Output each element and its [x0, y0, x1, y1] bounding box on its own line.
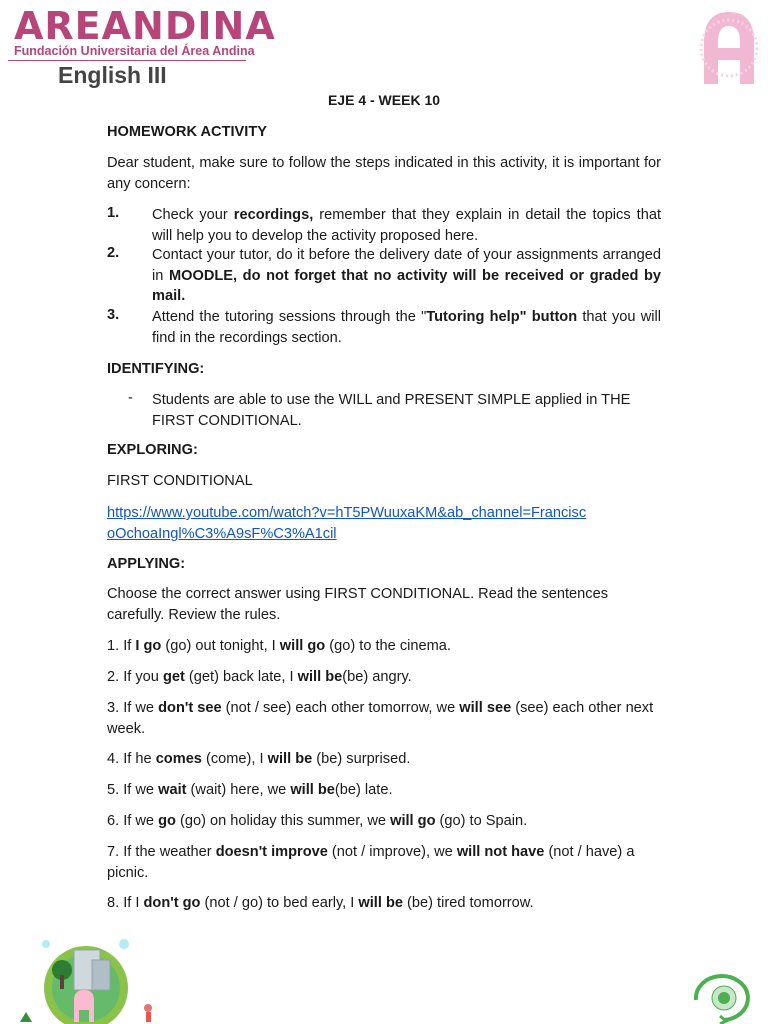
applying-intro: Choose the correct answer using FIRST CONDITIONAL. Read the sentences carefully. Review the rules. — [107, 586, 608, 623]
dash-bullet: - — [128, 390, 133, 406]
sentence: 6. If we go (go) on holiday this summer, we will go (go) to Spain. — [107, 813, 528, 829]
first-conditional-label: FIRST CONDITIONAL — [107, 473, 253, 489]
recycle-seal-icon — [684, 968, 764, 1024]
step-number: 1. — [107, 205, 120, 221]
intro-paragraph: Dear student, make sure to follow the steps indicated in this activity, it is important for any concern: — [107, 155, 661, 192]
step-text: Contact your tutor, do it before the delivery date of your assignments arranged in MOODLE, do not forget that no activity will be received or graded by mail. — [152, 247, 661, 305]
youtube-link[interactable]: https://www.youtube.com/watch?v=hT5PWuuxaKM&ab_channel=Francisc oOchoaIngl%C3%A9sF%C3%A1cil — [107, 505, 587, 542]
sentence: 8. If I don't go (not / go) to bed early, I will be (be) tired tomorrow. — [107, 895, 534, 911]
step-number: 3. — [107, 307, 120, 323]
step-text: Check your recordings, remember that they explain in detail the topics that will help you to develop the activity proposed here. — [152, 207, 661, 244]
applying-heading: APPLYING: — [107, 556, 186, 572]
identifying-text: Students are able to use the WILL and PRESENT SIMPLE applied in THE FIRST CONDITIONAL. — [152, 392, 631, 429]
doc-title: EJE 4 - WEEK 10 — [327, 92, 441, 108]
course-title: English III — [58, 62, 167, 88]
sentence: 3. If we don't see (not / see) each other tomorrow, we will see (see) each other next week. — [107, 700, 654, 737]
brand-subtitle: Fundación Universitaria del Área Andina — [14, 44, 255, 58]
youtube-link-block — [107, 503, 661, 544]
sentence: 1. If I go (go) out tonight, I will go (go) to the cinema. — [107, 638, 451, 654]
sentence: 4. If he comes (come), I will be (be) surprised. — [107, 751, 411, 767]
step-number: 2. — [107, 245, 120, 261]
header-divider — [8, 60, 246, 61]
areandina-emblem-icon — [696, 4, 762, 90]
step-text: Attend the tutoring sessions through the "Tutoring help" button that you will find in the recordings section. — [152, 309, 661, 346]
homework-heading: HOMEWORK ACTIVITY — [107, 124, 267, 140]
identifying-heading: IDENTIFYING: — [107, 361, 205, 377]
eco-campus-illustration-icon — [6, 930, 166, 1024]
sentence: 2. If you get (get) back late, I will be(be) angry. — [107, 669, 412, 685]
brand-logo-text: AREANDINA — [14, 4, 276, 48]
sentence: 7. If the weather doesn't improve (not / improve), we will not have (not / have) a picnic. — [107, 844, 635, 881]
sentence: 5. If we wait (wait) here, we will be(be) late. — [107, 782, 393, 798]
exploring-heading: EXPLORING: — [107, 442, 198, 458]
